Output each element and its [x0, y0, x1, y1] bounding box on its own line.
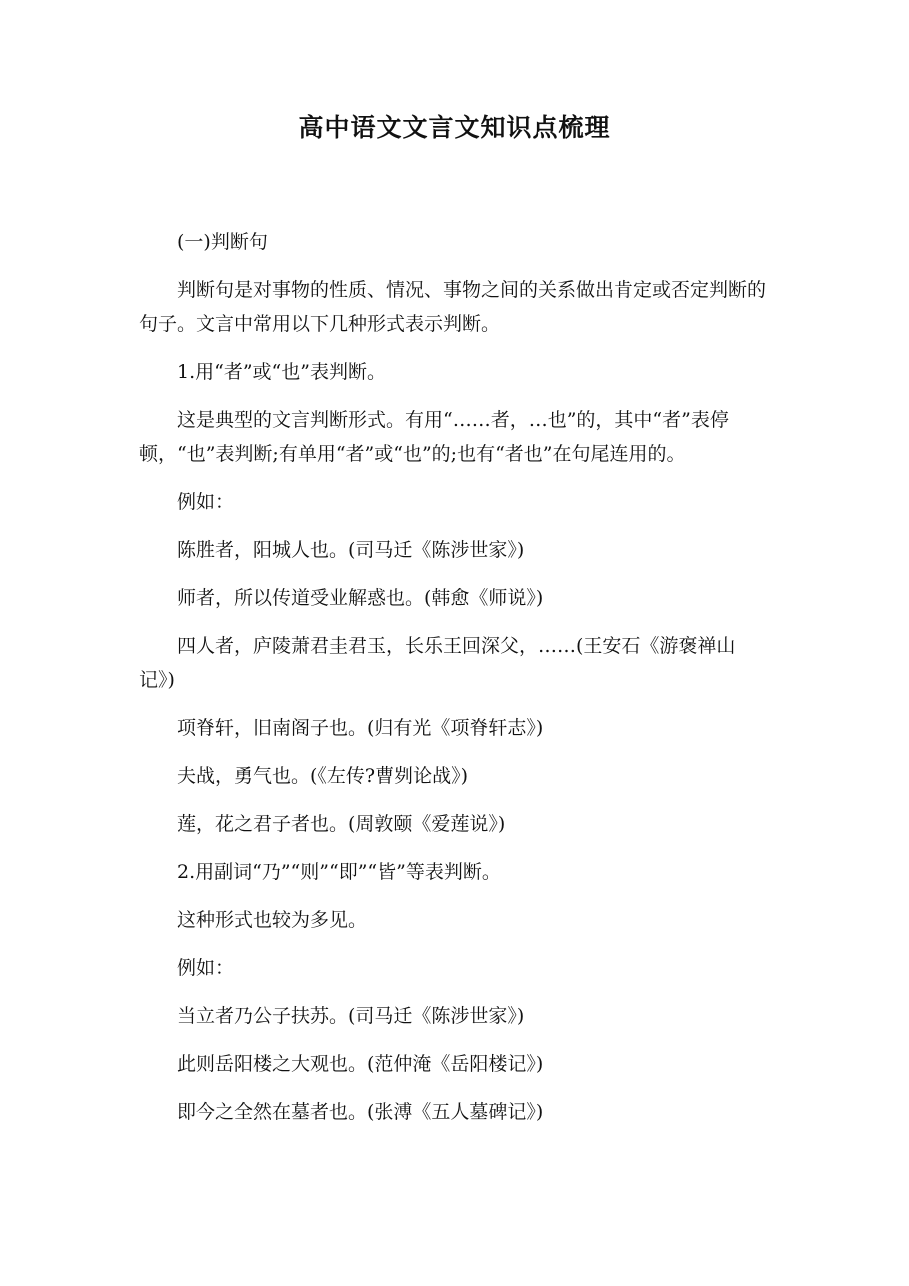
example-line: 即今之全然在墓者也。(张溥《五人墓碑记》) [177, 1101, 544, 1123]
example-line: 莲，花之君子者也。(周敦颐《爱莲说》) [177, 813, 506, 835]
example-label: 例如： [177, 957, 235, 979]
example-line: 陈胜者，阳城人也。(司马迁《陈涉世家》) [177, 539, 525, 561]
paragraph: 判断句是对事物的性质、情况、事物之间的关系做出肯定或否定判断的句子。文言中常用以下几种形式表示判断。 [139, 279, 767, 335]
example-line: 夫战，勇气也。(《左传?曹刿论战》) [177, 765, 469, 787]
example-line: 当立者乃公子扶苏。(司马迁《陈涉世家》) [177, 1005, 525, 1027]
example-line: 项脊轩，旧南阁子也。(归有光《项脊轩志》) [177, 717, 544, 739]
example-line: 师者，所以传道受业解惑也。(韩愈《师说》) [177, 587, 544, 609]
paragraph: 这是典型的文言判断形式。有用“……者，…也”的，其中“者”表停顿，“也”表判断;有单用“者”或“也”的;也有“者也”在句尾连用的。 [139, 409, 729, 465]
document-body [139, 225, 771, 1143]
subheading: 1.用“者”或“也”表判断。 [177, 361, 386, 383]
paragraph: 这种形式也较为多见。 [177, 909, 368, 931]
subheading: 2.用副词“乃”“则”“即”“皆”等表判断。 [177, 861, 501, 883]
example-line: 此则岳阳楼之大观也。(范仲淹《岳阳楼记》) [177, 1053, 544, 1075]
section-heading: (一)判断句 [177, 231, 268, 253]
document-title: 高中语文文言文知识点梳理 [298, 113, 611, 142]
example-line: 四人者，庐陵萧君圭君玉，长乐王回深父，……(王安石《游褒禅山记》) [139, 635, 736, 691]
example-label: 例如： [177, 491, 235, 513]
